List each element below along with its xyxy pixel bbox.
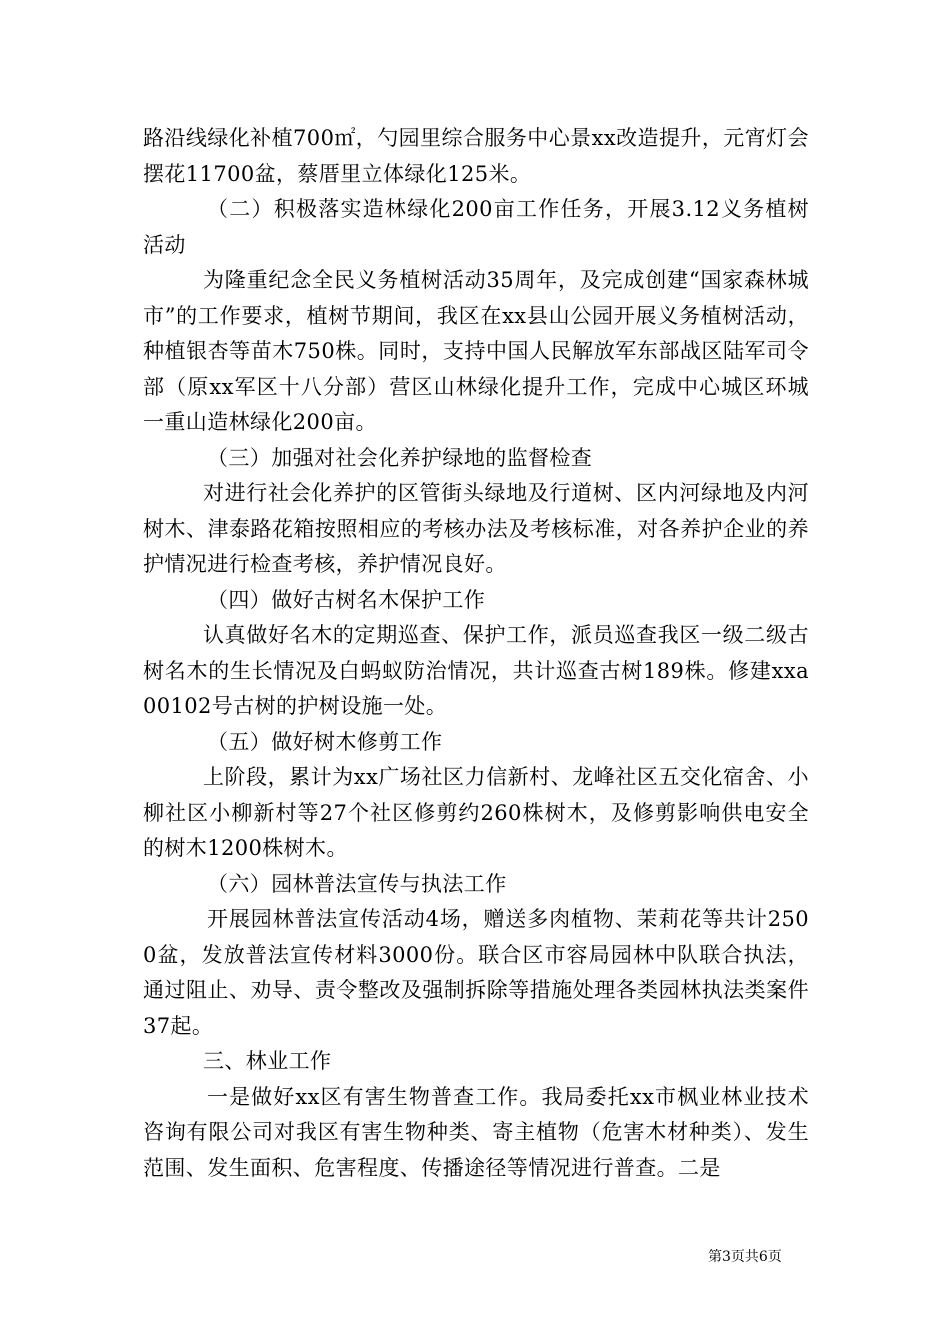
paragraph-3: 为隆重纪念全民义务植树活动35周年，及完成创建“国家森林城市”的工作要求，植树节期间，我区在xx县山公园开展义务植树活动，种植银杏等苗木750株。同时，支持中国人民解放军东部战区陆军司令部（原xx军区十八分部）营区山林绿化提升工作，完成中心城区环城一重山造林绿化200亩。 <box>143 268 809 434</box>
paragraph-9: 上阶段，累计为xx广场社区力信新村、龙峰社区五交化宿舍、小柳社区小柳新村等27个社区修剪约260株树木，及修剪影响供电安全的树木1200株树木。 <box>143 765 809 860</box>
paragraph-11: 开展园林普法宣传活动4场，赠送多肉植物、茉莉花等共计2500盆，发放普法宣传材料3000份。联合区市容局园林中队联合执法，通过阻止、劝导、责令整改及强制拆除等措施处理各类园林执法类案件37起。 <box>143 907 809 1038</box>
paragraph-1: 路沿线绿化补植700㎡，勺园里综合服务中心景xx改造提升，元宵灯会摆花11700盆，蔡厝里立体绿化125米。 <box>143 126 809 186</box>
paragraph-7: 认真做好名木的定期巡查、保护工作，派员巡查我区一级二级古树名木的生长情况及白蚂蚁防治情况，共计巡查古树189株。修建xxa00102号古树的护树设施一处。 <box>143 623 809 718</box>
page-number-footer: 第3页共6页 <box>708 1249 782 1265</box>
heading-section-5: （五）做好树木修剪工作 <box>207 729 443 754</box>
heading-section-4: （四）做好古树名木保护工作 <box>207 587 486 612</box>
heading-section-2: （二）积极落实造林绿化200亩工作任务，开展3.12义务植树活动 <box>143 197 809 257</box>
heading-forestry: 三、林业工作 <box>203 1049 332 1073</box>
paragraph-13: 一是做好xx区有害生物普查工作。我局委托xx市枫业林业技术咨询有限公司对我区有害生物种类、寄主植物（危害木材种类）、发生范围、发生面积、危害程度、传播途径等情况进行普查。二是 <box>143 1084 809 1180</box>
heading-section-6: （六）园林普法宣传与执法工作 <box>207 871 507 896</box>
document-body <box>143 121 809 1186</box>
heading-section-3: （三）加强对社会化养护绿地的监督检查 <box>207 445 593 470</box>
paragraph-5: 对进行社会化养护的区管街头绿地及行道树、区内河绿地及内河树木、津泰路花箱按照相应的考核办法及考核标准，对各养护企业的养护情况进行检查考核，养护情况良好。 <box>143 481 809 576</box>
